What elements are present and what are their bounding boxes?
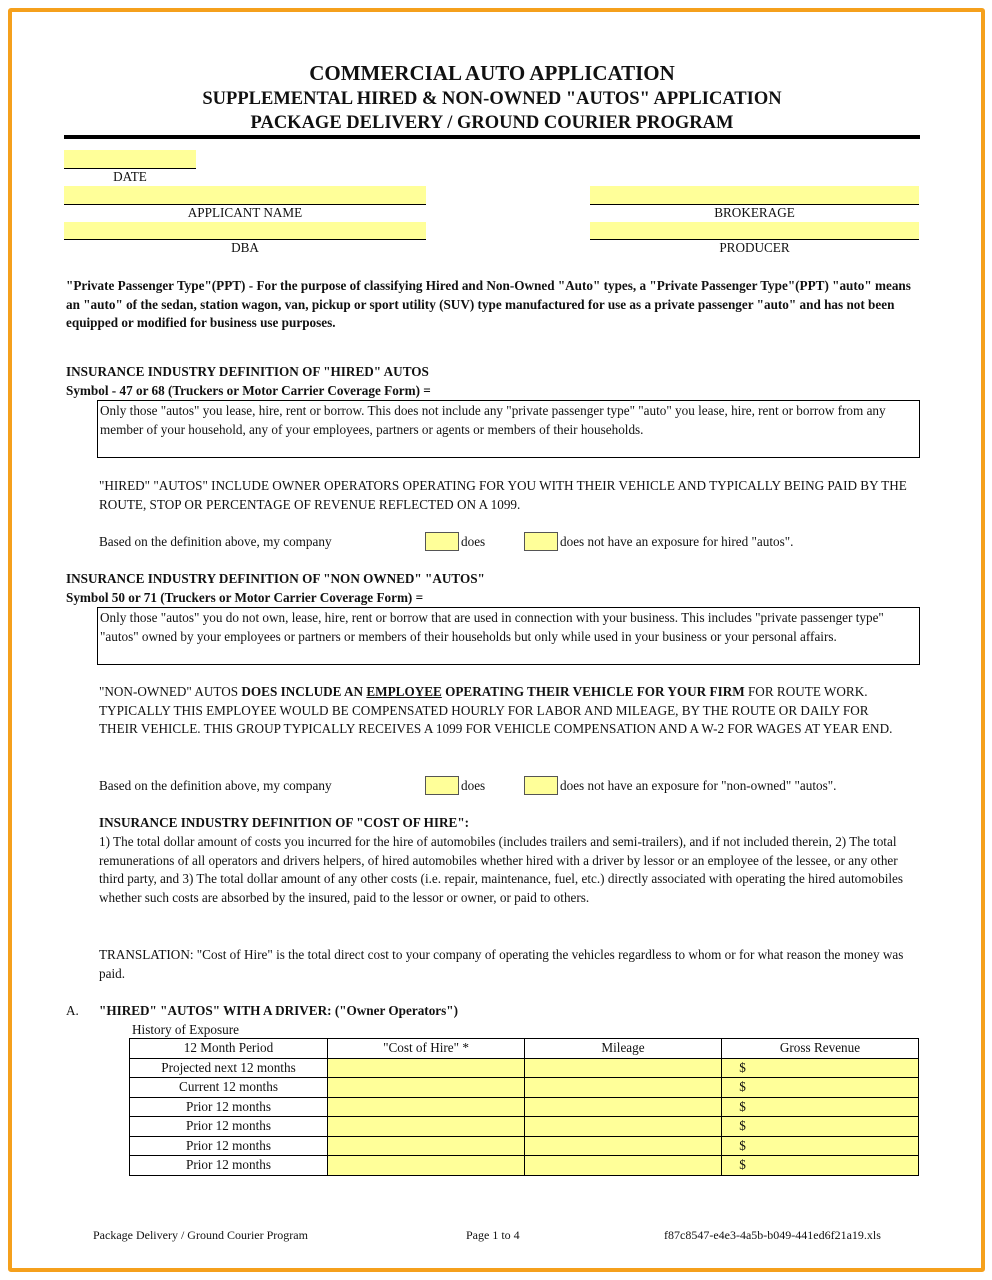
currency-symbol: $ — [739, 1079, 746, 1095]
producer-field[interactable] — [590, 222, 919, 240]
non-owned-heading: INSURANCE INDUSTRY DEFINITION OF "NON OWNED" "AUTOS" — [66, 571, 485, 586]
non-owned-does-label: does — [461, 778, 486, 793]
non-owned-note-lead: "NON-OWNED" AUTOS — [99, 684, 242, 699]
table-header-row — [130, 1039, 919, 1059]
table-row — [130, 1097, 919, 1117]
column-header-cost-of-hire: "Cost of Hire" * — [328, 1039, 525, 1059]
date-field[interactable] — [64, 150, 196, 169]
cost-of-hire-definition: 1) The total dollar amount of costs you incurred for the hire of automobiles (includes trailers and semi-trailers), and if not included therein, 2) The total remunerations of all operators and drivers helpers, of hired automobiles whether hired with a driver by lessor or an employee of the lessee, or any other third party, and 3) The total dollar amount of any other costs (i.e. repair, maintenance, fuel, etc.) directly associated with operating the hired automobiles whether such costs are absorbed by the insured, paid to the lessor or owner, or paid to others. — [99, 834, 904, 905]
hired-does-not-label: does not have an exposure for hired "autos". — [560, 534, 794, 549]
currency-symbol: $ — [739, 1118, 746, 1134]
table-row — [130, 1117, 919, 1137]
non-owned-note-rest: FOR ROUTE WORK. TYPICALLY THIS EMPLOYEE WOULD BE COMPENSATED HOURLY FOR LABOR AND MILEAGE, BY THE ROUTE OR DAILY FOR THEIR VEHICLE. THIS GROUP TYPICALLY RECEIVES A 1099 FOR VEHICLE COMPENSATION AND A W-2 FOR WAGES AT YEAR END. — [99, 684, 893, 736]
column-header-gross-revenue: Gross Revenue — [722, 1039, 919, 1059]
dba-field[interactable] — [64, 222, 426, 240]
cost-of-hire-heading: INSURANCE INDUSTRY DEFINITION OF "COST OF HIRE": — [99, 815, 470, 830]
section-a-letter: A. — [66, 1003, 79, 1018]
cost-of-hire-input[interactable] — [328, 1078, 525, 1098]
section-a-heading: "HIRED" "AUTOS" WITH A DRIVER: ("Owner Operators") — [99, 1003, 458, 1018]
non-owned-does-not-checkbox[interactable] — [524, 776, 558, 795]
column-header-mileage: Mileage — [525, 1039, 722, 1059]
column-header-period: 12 Month Period — [130, 1039, 328, 1059]
header-rule — [64, 135, 920, 139]
period-cell: Current 12 months — [130, 1078, 328, 1098]
table-row — [130, 1156, 919, 1176]
period-cell: Prior 12 months — [130, 1117, 328, 1137]
mileage-input[interactable] — [525, 1156, 722, 1176]
dba-label: DBA — [231, 240, 259, 255]
hired-does-not-checkbox[interactable] — [524, 532, 558, 551]
hired-based-on: Based on the definition above, my company — [99, 534, 332, 549]
mileage-input[interactable] — [525, 1078, 722, 1098]
non-owned-does-checkbox[interactable] — [425, 776, 459, 795]
date-label: DATE — [113, 169, 147, 184]
period-cell: Prior 12 months — [130, 1136, 328, 1156]
mileage-input[interactable] — [525, 1117, 722, 1137]
mileage-input[interactable] — [525, 1097, 722, 1117]
mileage-input[interactable] — [525, 1058, 722, 1078]
brokerage-field[interactable] — [590, 186, 919, 205]
non-owned-note-bold2: OPERATING THEIR VEHICLE FOR YOUR FIRM — [441, 684, 745, 699]
applicant-name-label: APPLICANT NAME — [187, 205, 303, 220]
exposure-history-table — [129, 1038, 919, 1176]
hired-heading: INSURANCE INDUSTRY DEFINITION OF "HIRED" AUTOS — [66, 364, 429, 379]
table-row — [130, 1058, 919, 1078]
non-owned-symbol: Symbol 50 or 71 (Truckers or Motor Carrier Coverage Form) = — [66, 590, 424, 605]
mileage-input[interactable] — [525, 1136, 722, 1156]
period-cell: Prior 12 months — [130, 1097, 328, 1117]
currency-symbol: $ — [739, 1137, 746, 1153]
hired-definition-box: Only those "autos" you lease, hire, rent or borrow. This does not include any "private passenger type" "auto" you lease, hire, rent or borrow from any member of your household, any of your employees, partners or agents or members of their households. — [97, 400, 920, 458]
history-of-exposure-label: History of Exposure — [132, 1022, 239, 1037]
cost-of-hire-translation: TRANSLATION: "Cost of Hire" is the total direct cost to your company of operating the vehicles regardless to whom or for what reason the money was paid. — [99, 947, 904, 981]
period-cell: Prior 12 months — [130, 1156, 328, 1176]
gross-revenue-input[interactable] — [722, 1097, 919, 1117]
cost-of-hire-input[interactable] — [328, 1058, 525, 1078]
non-owned-does-not-label: does not have an exposure for "non-owned" "autos". — [560, 778, 837, 793]
gross-revenue-input[interactable] — [722, 1136, 919, 1156]
gross-revenue-input[interactable] — [722, 1058, 919, 1078]
hired-symbol: Symbol - 47 or 68 (Truckers or Motor Carrier Coverage Form) = — [66, 383, 431, 398]
footer-page-number: Page 1 to 4 — [466, 1228, 520, 1242]
table-row — [130, 1078, 919, 1098]
non-owned-note — [99, 683, 909, 739]
gross-revenue-input[interactable] — [722, 1156, 919, 1176]
form-title: COMMERCIAL AUTO APPLICATION — [309, 61, 675, 85]
footer-program: Package Delivery / Ground Courier Program — [93, 1228, 308, 1242]
hired-note: "HIRED" "AUTOS" INCLUDE OWNER OPERATORS OPERATING FOR YOU WITH THEIR VEHICLE AND TYPICALLY BEING PAID BY THE ROUTE, STOP OR PERCENTAGE OF REVENUE REFLECTED ON A 1099. — [99, 478, 907, 512]
brokerage-label: BROKERAGE — [714, 205, 795, 220]
footer-filename: f87c8547-e4e3-4a5b-b049-441ed6f21a19.xls — [664, 1228, 881, 1242]
non-owned-based-on: Based on the definition above, my company — [99, 778, 332, 793]
cost-of-hire-input[interactable] — [328, 1117, 525, 1137]
non-owned-note-bold1: DOES INCLUDE AN — [241, 684, 367, 699]
applicant-name-field[interactable] — [64, 186, 426, 205]
currency-symbol: $ — [739, 1098, 746, 1114]
cost-of-hire-input[interactable] — [328, 1156, 525, 1176]
non-owned-note-employee: EMPLOYEE — [366, 684, 442, 699]
hired-does-label: does — [461, 534, 486, 549]
producer-label: PRODUCER — [719, 240, 790, 255]
cost-of-hire-input[interactable] — [328, 1136, 525, 1156]
period-cell: Projected next 12 months — [130, 1058, 328, 1078]
currency-symbol: $ — [739, 1059, 746, 1075]
ppt-definition: "Private Passenger Type"(PPT) - For the purpose of classifying Hired and Non-Owned "Auto" types, a "Private Passenger Type"(PPT) "auto" means an "auto" of the sedan, station wagon, van, pickup or sport utility (SUV) type manufactured for use as a private passenger "auto" and has not been equipped or modified for business use purposes. — [66, 278, 911, 330]
currency-symbol: $ — [739, 1157, 746, 1173]
hired-does-checkbox[interactable] — [425, 532, 459, 551]
table-row — [130, 1136, 919, 1156]
cost-of-hire-input[interactable] — [328, 1097, 525, 1117]
gross-revenue-input[interactable] — [722, 1078, 919, 1098]
program-name: PACKAGE DELIVERY / GROUND COURIER PROGRAM — [250, 113, 734, 133]
non-owned-definition-box: Only those "autos" you do not own, lease, hire, rent or borrow that are used in connection with your business. This includes "private passenger type" "autos" owned by your employees or partners or members of their households but only while used in your business or your personal affairs. — [97, 607, 920, 665]
gross-revenue-input[interactable] — [722, 1117, 919, 1137]
form-subtitle: SUPPLEMENTAL HIRED & NON-OWNED "AUTOS" APPLICATION — [202, 89, 782, 109]
